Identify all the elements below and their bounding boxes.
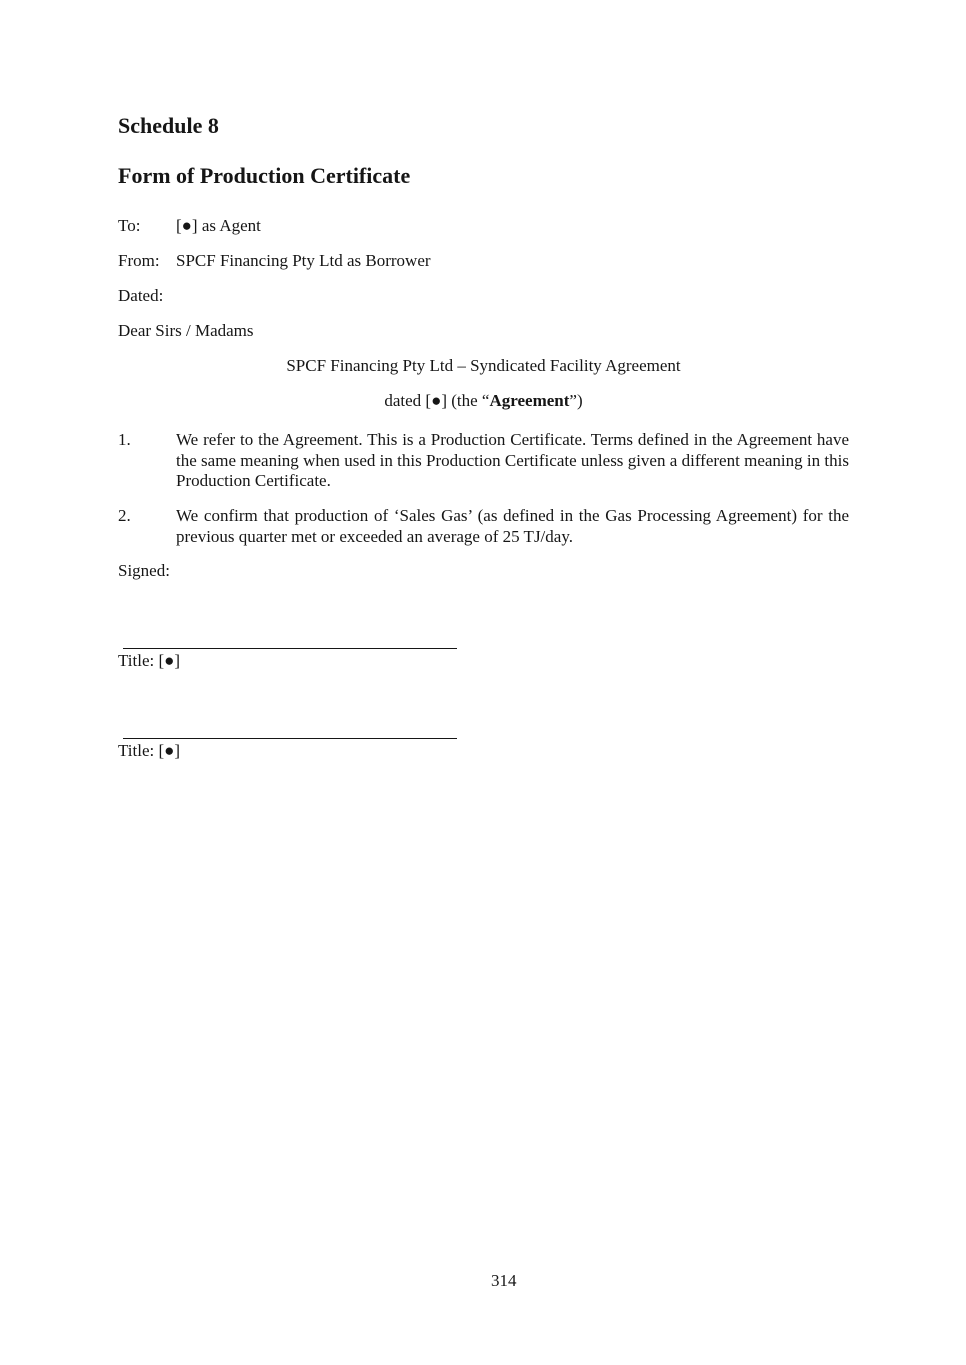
dated-label: Dated: <box>118 286 164 305</box>
signature-rule-1 <box>123 648 457 649</box>
form-heading: Form of Production Certificate <box>118 163 411 188</box>
clause-2-number: 2. <box>118 506 131 525</box>
clause-1-text: We refer to the Agreement. This is a Production Certificate. Terms defined in the Agreement have the same meaning when used in this Production Certificate unless given a different meaning in this Production Certificate. <box>176 430 849 490</box>
signature-rule-2 <box>123 738 457 739</box>
clause-2-text: We confirm that production of ‘Sales Gas’ (as defined in the Gas Processing Agreement) for the previous quarter met or exceeded an average of 25 TJ/day. <box>176 506 849 546</box>
signed-line <box>118 561 849 582</box>
schedule-heading: Schedule 8 <box>118 113 219 138</box>
clause-1-number: 1. <box>118 430 131 449</box>
from-line <box>118 251 849 272</box>
agreement-dated-prefix: dated [●] (the “ <box>384 391 490 410</box>
title-label-1: Title: [●] <box>118 651 181 670</box>
clause-1 <box>118 430 849 492</box>
signed-label: Signed: <box>118 561 170 580</box>
clause-2 <box>118 506 849 547</box>
agreement-dated-line <box>118 391 849 412</box>
agreement-dated-bold: Agreement <box>489 391 570 410</box>
to-value: [●] as Agent <box>176 216 261 235</box>
salutation <box>118 321 849 342</box>
title-line-1 <box>118 651 849 672</box>
dated-line <box>118 286 849 307</box>
salutation-text: Dear Sirs / Madams <box>118 321 254 340</box>
title-label-2: Title: [●] <box>118 741 181 760</box>
agreement-dated-suffix: ”) <box>569 391 583 410</box>
to-label: To: <box>118 216 141 235</box>
page-number: 314 <box>491 1271 517 1290</box>
to-line <box>118 216 849 237</box>
agreement-title: SPCF Financing Pty Ltd – Syndicated Facility Agreement <box>286 356 681 375</box>
title-line-2 <box>118 741 849 762</box>
from-label: From: <box>118 251 160 270</box>
from-value: SPCF Financing Pty Ltd as Borrower <box>176 251 431 270</box>
